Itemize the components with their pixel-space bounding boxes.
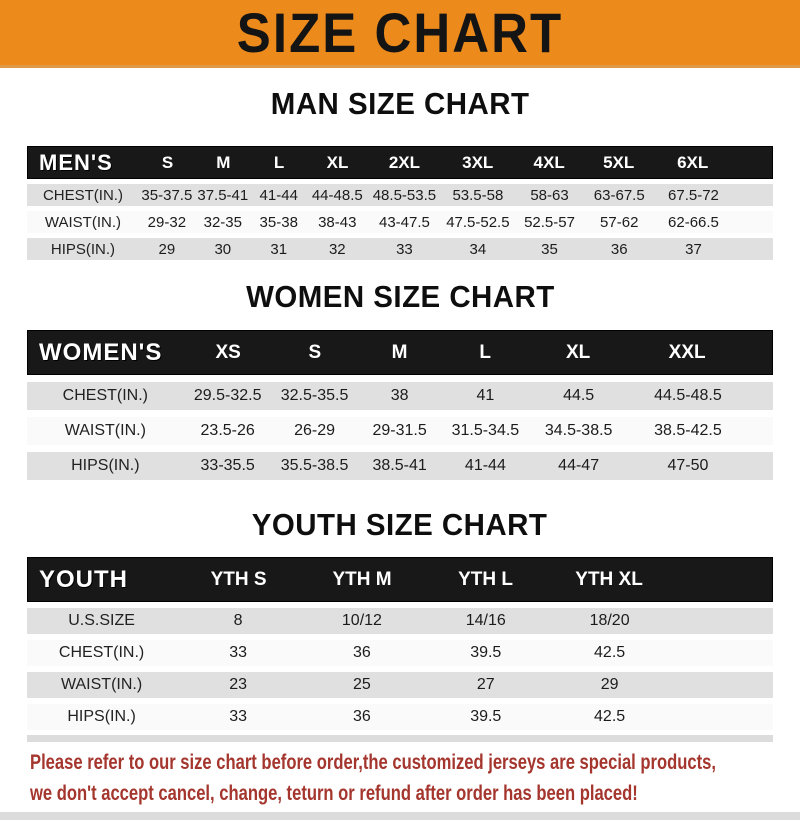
column-header: YTH M: [332, 568, 392, 590]
table-cell: 42.5: [594, 708, 626, 725]
table-cell: 36: [353, 708, 371, 725]
column-header: XS: [215, 341, 241, 363]
column-header: L: [479, 341, 491, 363]
table-row: [27, 452, 773, 480]
table-cell: 8: [233, 612, 243, 629]
table-cell: 44-48.5: [311, 186, 363, 204]
column-header: 3XL: [462, 152, 494, 172]
table-cell: 38-43: [318, 213, 357, 231]
table-header-bar: [27, 146, 773, 179]
column-header: YTH XL: [575, 568, 643, 590]
table-cell: 23: [229, 676, 247, 693]
table-cell: 18/20: [589, 612, 630, 629]
table-cell: 38: [390, 387, 409, 404]
section-heading-youth-text: YOUTH SIZE CHART: [252, 507, 548, 542]
table-cell: 37: [685, 240, 702, 258]
row-label: HIPS(IN.): [67, 708, 136, 725]
table-cell: 57-62: [600, 213, 639, 231]
column-header: XL: [326, 152, 349, 172]
column-header: S: [308, 341, 322, 363]
table-cell: 38.5-42.5: [654, 422, 722, 439]
table-title: YOUTH: [39, 565, 128, 593]
table-cell: 41-44: [259, 186, 298, 204]
table-cell: 33: [396, 240, 413, 258]
divider-strip: [27, 735, 773, 742]
table-cell: 34: [469, 240, 487, 258]
table-cell: 29: [158, 240, 176, 258]
footer-note-line-1-text: Please refer to our size chart before order,the customized jerseys are special products,: [30, 751, 716, 774]
table-cell: 44-47: [558, 457, 600, 474]
section-heading-women: [0, 281, 800, 312]
table-cell: 31: [270, 240, 288, 258]
table-cell: 31.5-34.5: [451, 422, 520, 439]
table-cell: 25: [353, 676, 371, 693]
row-label: HIPS(IN.): [71, 457, 140, 474]
table-row: [27, 238, 773, 260]
column-header: M: [391, 341, 408, 363]
table-cell: 44.5-48.5: [654, 387, 722, 404]
table-row: [27, 211, 773, 233]
table-row: [27, 704, 773, 730]
table-cell: 43-47.5: [378, 213, 430, 231]
column-header: 5XL: [603, 152, 635, 172]
youth-size-table: [27, 557, 773, 730]
table-cell: 32-35: [203, 213, 242, 231]
table-cell: 53.5-58: [452, 186, 504, 204]
table-cell: 35.5-38.5: [280, 457, 349, 474]
table-header-bar: [27, 330, 773, 375]
banner-title: SIZE CHART: [236, 1, 564, 64]
table-cell: 34.5-38.5: [544, 422, 613, 439]
table-cell: 47-50: [667, 457, 709, 474]
table-cell: 67.5-72: [668, 186, 719, 204]
table-row: [27, 640, 773, 666]
table-cell: 62-66.5: [668, 213, 719, 231]
table-title: MEN'S: [39, 149, 113, 175]
table-cell: 30: [214, 240, 232, 258]
table-cell: 10/12: [341, 612, 382, 629]
table-cell: 48.5-53.5: [372, 186, 437, 204]
row-label: CHEST(IN.): [42, 186, 123, 204]
table-cell: 23.5-26: [200, 422, 255, 439]
column-header: 6XL: [677, 152, 709, 172]
footer-note-line-2: [30, 778, 800, 809]
table-cell: 27: [476, 676, 495, 693]
table-header-bar: [27, 557, 773, 602]
table-cell: 33-35.5: [200, 457, 255, 474]
column-header: L: [273, 152, 285, 172]
table-cell: 58-63: [530, 186, 569, 204]
table-cell: 33: [229, 708, 247, 725]
table-cell: 29-31.5: [372, 422, 427, 439]
table-cell: 37.5-41: [197, 186, 249, 204]
table-cell: 39.5: [470, 644, 502, 661]
footer-note-line-1: [30, 747, 800, 778]
table-cell: 41: [476, 387, 495, 404]
row-label: CHEST(IN.): [62, 387, 148, 404]
table-cell: 33: [229, 644, 247, 661]
men-size-table: [27, 146, 773, 260]
column-header: YTH L: [458, 568, 513, 590]
column-header: YTH S: [210, 568, 267, 590]
column-header: XL: [566, 341, 591, 363]
table-cell: 35-37.5: [141, 186, 193, 204]
section-heading-youth: [0, 509, 800, 540]
row-label: WAIST(IN.): [44, 213, 121, 231]
table-cell: 42.5: [594, 644, 626, 661]
footer-note-line-2-text: we don't accept cancel, change, teturn or refund after order has been placed!: [30, 782, 638, 805]
women-size-table: [27, 330, 773, 480]
table-row: [27, 608, 773, 634]
row-label: WAIST(IN.): [61, 676, 143, 693]
table-cell: 32: [328, 240, 346, 258]
row-label: CHEST(IN.): [58, 644, 145, 661]
table-cell: 38.5-41: [372, 457, 427, 474]
table-row: [27, 382, 773, 410]
table-cell: 35: [541, 240, 558, 258]
column-header: 4XL: [533, 152, 565, 172]
column-header: M: [216, 152, 231, 172]
column-header: XXL: [668, 341, 706, 363]
table-cell: 39.5: [470, 708, 502, 725]
table-cell: 35-38: [259, 213, 298, 231]
table-cell: 29-32: [147, 213, 187, 231]
table-cell: 44.5: [563, 387, 595, 404]
table-cell: 47.5-52.5: [446, 213, 510, 231]
column-header: S: [161, 152, 174, 172]
table-cell: 63-67.5: [593, 186, 645, 204]
table-cell: 29.5-32.5: [193, 387, 262, 404]
table-row: [27, 672, 773, 698]
table-cell: 41-44: [464, 457, 506, 474]
table-row: [27, 417, 773, 445]
table-title: WOMEN'S: [39, 338, 163, 366]
row-label: U.S.SIZE: [68, 612, 135, 629]
section-heading-women-text: WOMEN SIZE CHART: [245, 279, 555, 314]
table-row: [27, 184, 773, 206]
table-cell: 26-29: [294, 422, 336, 439]
table-cell: 36: [353, 644, 371, 661]
row-label: HIPS(IN.): [50, 240, 116, 258]
table-cell: 14/16: [465, 612, 506, 629]
section-heading-man-text: MAN SIZE CHART: [270, 86, 530, 121]
column-header: 2XL: [388, 152, 421, 172]
bottom-edge-strip: [0, 812, 800, 820]
table-cell: 36: [610, 240, 628, 258]
table-cell: 32.5-35.5: [280, 387, 349, 404]
size-chart-banner: [0, 0, 800, 68]
row-label: WAIST(IN.): [64, 422, 146, 439]
table-cell: 29: [600, 676, 619, 693]
section-heading-man: [0, 88, 800, 119]
table-cell: 52.5-57: [524, 213, 575, 231]
